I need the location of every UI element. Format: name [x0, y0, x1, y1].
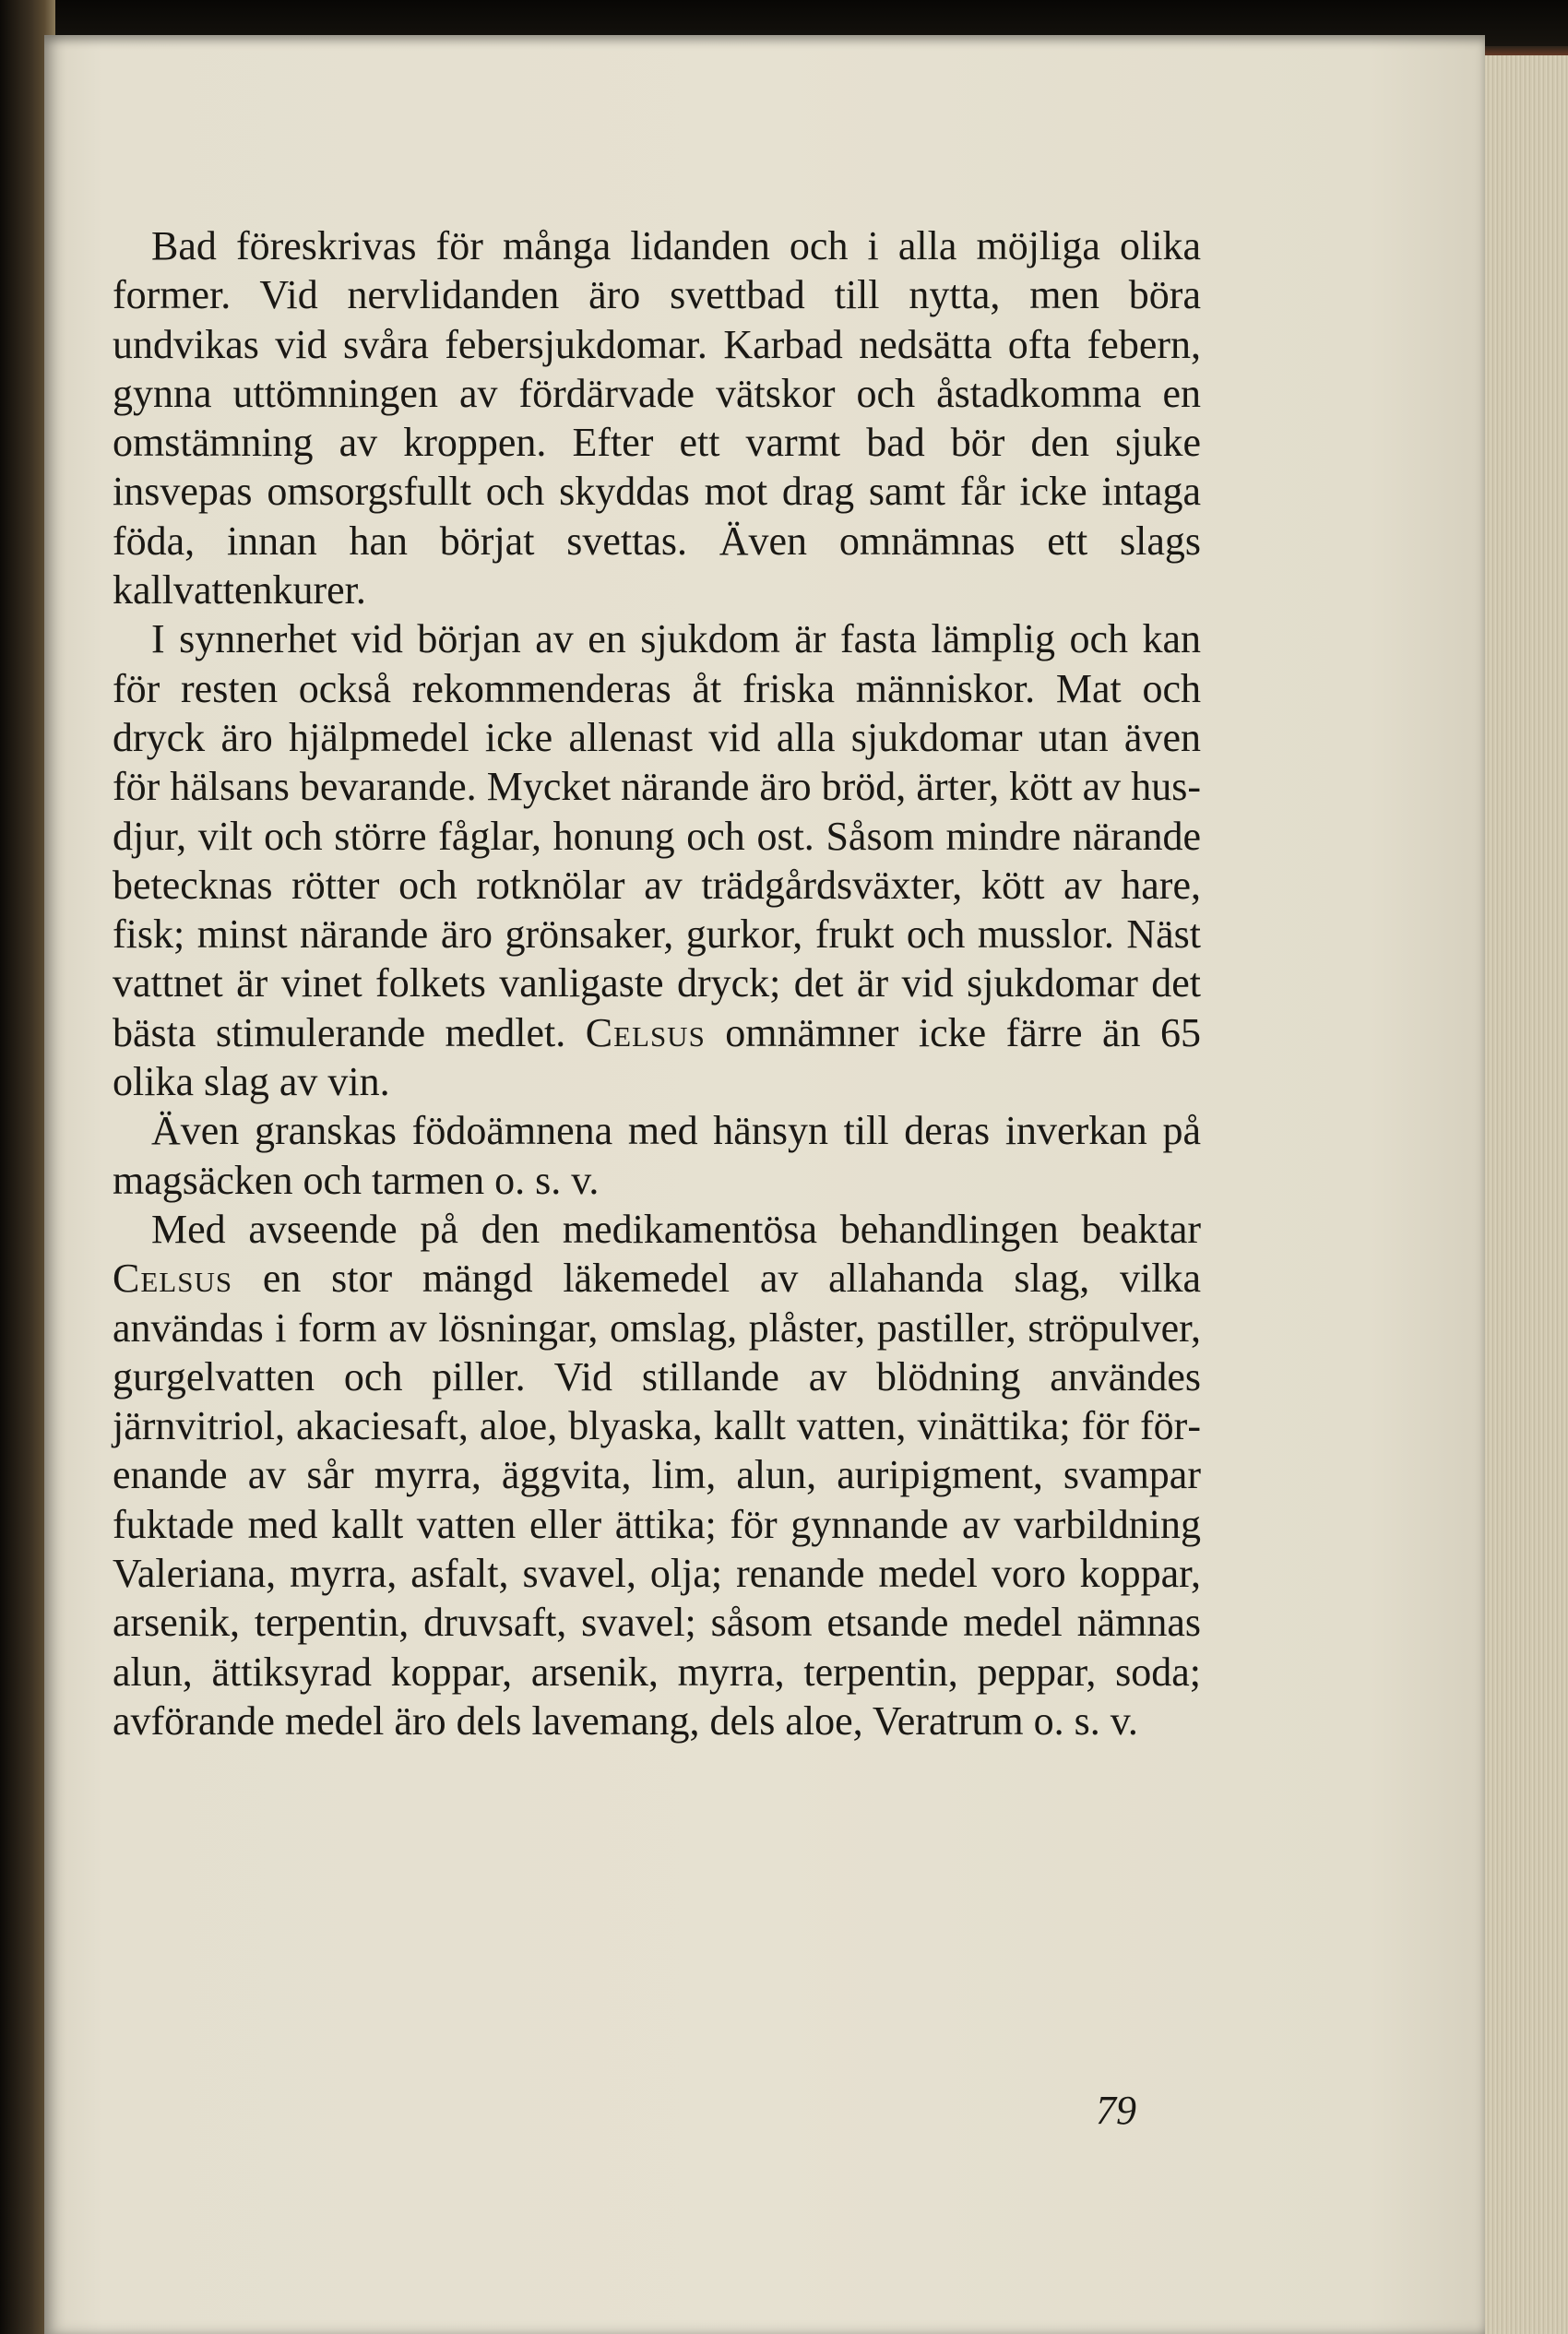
- paragraph-text: Bad föreskrivas för många lidanden och i alla möjliga olika former. Vid nervlidanden äro svettbad till nytta, men böra undvikas vid svåra febersjukdomar. Karbad nedsätta ofta febern, gynna uttömningen av fördärvade vätskor och åstadkomma en omstämning av kroppen. Efter ett varmt bad bör den sjuke insvepas omsorgsfullt och skyddas mot drag samt får icke intaga föda, innan han börjat svettas. Även omnämnas ett slags kallvattenkurer.: [113, 223, 1201, 613]
- paragraph-text: en stor mängd läkemedel av allahanda slag, vilka användas i form av lösningar, omslag, plåster, pastiller, ströpulver, gurgelvatten och piller. Vid stillande av blödning användes järnvitriol, akaciesaft, aloe, blyaska, kallt vatten, vinättika; för förenande av sår myrra, äggvita, lim, alun, auripigment, svampar fuktade med kallt vatten eller ättika; för gynnande av varbildning Valeriana, myrra, asfalt, svavel, olja; renande medel voro koppar, arsenik, terpentin, druvsaft, svavel; såsom etsande medel nämnas alun, ättiksyrad koppar, arsenik, myrra, terpentin, peppar, soda; avförande medel äro dels lavemang, dels aloe, Veratrum o. s. v.: [113, 1256, 1201, 1744]
- paragraph-text: Med avseende på den medikamentösa behandlingen beaktar: [151, 1206, 1201, 1252]
- paragraph-text: omnämner icke färre än 65 olika slag av vin.: [113, 1009, 1201, 1105]
- paragraph-fasting-diet: [113, 614, 1201, 1106]
- page-stack-edge: [1476, 55, 1568, 2334]
- body-text: [113, 221, 1201, 1745]
- paragraph-text: I synnerhet vid början av en sjukdom är fasta lämplig och kan för resten också rekommenderas åt friska människor. Mat och dryck äro hjälpmedel icke allenast vid alla sjukdomar utan även för hälsans bevarande. Mycket närande äro bröd, ärter, kött av husdjur, vilt och större fåglar, honung och ost. Såsom mindre närande betecknas rötter och rotknölar av trädgårdsväxter, kött av hare, fisk; minst närande äro grönsaker, gurkor, frukt och musslor. Näst vattnet är vinet folkets vanligaste dryck; det är vid sjukdomar det bästa stimulerande medlet.: [113, 616, 1201, 1055]
- paragraph-medication: [113, 1205, 1201, 1745]
- paragraph-bath: [113, 221, 1201, 614]
- paragraph-text: Även granskas födoämnena med hänsyn till deras inverkan på magsäcken och tarmen o. s. v.: [113, 1108, 1201, 1203]
- author-name-celsus: Celsus: [113, 1256, 233, 1302]
- page-number: 79: [1096, 2088, 1136, 2133]
- author-name-celsus: Celsus: [585, 1009, 706, 1055]
- paragraph-foodstuffs: [113, 1106, 1201, 1205]
